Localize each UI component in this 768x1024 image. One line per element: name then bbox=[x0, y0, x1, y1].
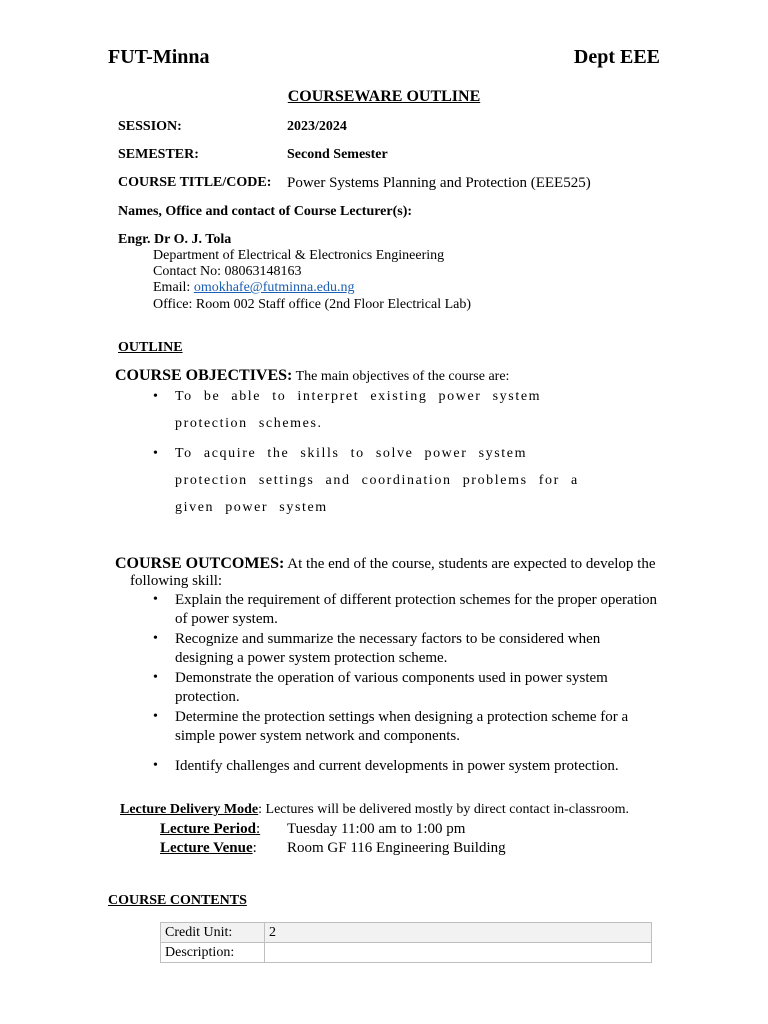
outcome-3-line-2: protection. bbox=[175, 689, 240, 705]
table-cell-label: Description: bbox=[161, 943, 265, 963]
bullet-icon: • bbox=[153, 670, 158, 685]
lecture-period-colon: : bbox=[255, 821, 261, 837]
delivery-mode bbox=[120, 802, 629, 818]
table-row bbox=[161, 923, 652, 943]
email-label: Email: bbox=[153, 280, 194, 295]
delivery-mode-text: : Lectures will be delivered mostly by direct contact in-classroom. bbox=[258, 802, 630, 817]
outcomes-intro-text: At the end of the course, students are expected to develop the bbox=[284, 556, 656, 572]
semester-value: Second Semester bbox=[287, 147, 388, 162]
table-row bbox=[161, 943, 652, 963]
table-cell-value: 2 bbox=[265, 923, 652, 943]
outcomes-intro bbox=[115, 555, 656, 573]
bullet-icon: • bbox=[153, 709, 158, 724]
objectives-label: COURSE OBJECTIVES: bbox=[115, 367, 293, 384]
objective-2-line-2: protection settings and coordination problems for a bbox=[175, 473, 579, 488]
session-label: SESSION: bbox=[118, 119, 182, 134]
outcome-4-line-2: simple power system network and components. bbox=[175, 728, 460, 744]
objective-1-line-2: protection schemes. bbox=[175, 416, 323, 431]
contents-heading: COURSE CONTENTS bbox=[108, 893, 247, 908]
objective-2-line-1: To acquire the skills to solve power system bbox=[175, 446, 528, 461]
lecture-venue-value: Room GF 116 Engineering Building bbox=[287, 840, 506, 856]
lecturer-department: Department of Electrical & Electronics Engineering bbox=[153, 248, 445, 263]
lecturer-heading: Names, Office and contact of Course Lecturer(s): bbox=[118, 204, 413, 219]
outcome-2-line-1: Recognize and summarize the necessary factors to be considered when bbox=[175, 631, 601, 647]
lecturer-name: Engr. Dr O. J. Tola bbox=[118, 232, 232, 247]
course-label: COURSE TITLE/CODE: bbox=[118, 175, 272, 190]
objectives-intro-text: The main objectives of the course are: bbox=[292, 369, 510, 384]
lecturer-contact: Contact No: 08063148163 bbox=[153, 264, 302, 279]
delivery-mode-label: Lecture Delivery Mode bbox=[120, 802, 259, 817]
lecture-period-value: Tuesday 11:00 am to 1:00 pm bbox=[287, 821, 466, 837]
document-title: COURSEWARE OUTLINE bbox=[287, 88, 481, 105]
bullet-icon: • bbox=[153, 631, 158, 646]
lecture-venue-label-wrap bbox=[160, 840, 257, 857]
semester-label: SEMESTER: bbox=[118, 147, 199, 162]
institution-name: FUT-Minna bbox=[108, 46, 210, 68]
bullet-icon: • bbox=[153, 592, 158, 607]
outcomes-intro-line-2: following skill: bbox=[130, 573, 223, 589]
outcome-5-line-1: Identify challenges and current developments in power system protection. bbox=[175, 758, 619, 774]
lecture-period-label-wrap bbox=[160, 821, 260, 838]
lecture-period-label: Lecture Period bbox=[160, 821, 256, 837]
outcomes-label: COURSE OUTCOMES: bbox=[115, 555, 285, 572]
contents-table bbox=[160, 922, 652, 963]
bullet-icon: • bbox=[153, 758, 158, 773]
outcome-2-line-2: designing a power system protection scheme. bbox=[175, 650, 448, 666]
outcome-3-line-1: Demonstrate the operation of various components used in power system bbox=[175, 670, 608, 686]
lecturer-email-line bbox=[153, 280, 354, 296]
course-value: Power Systems Planning and Protection (EEE525) bbox=[287, 175, 591, 191]
outline-heading: OUTLINE bbox=[118, 340, 183, 355]
session-value: 2023/2024 bbox=[287, 119, 347, 134]
objective-2-line-3: given power system bbox=[175, 500, 328, 515]
outcome-1-line-1: Explain the requirement of different protection schemes for the proper operation bbox=[175, 592, 658, 608]
table-cell-label: Credit Unit: bbox=[161, 923, 265, 943]
outcome-4-line-1: Determine the protection settings when designing a protection scheme for a bbox=[175, 709, 629, 725]
objectives-intro bbox=[115, 367, 509, 385]
outcome-1-line-2: of power system. bbox=[175, 611, 278, 627]
bullet-icon: • bbox=[153, 389, 158, 404]
lecturer-office: Office: Room 002 Staff office (2nd Floor Electrical Lab) bbox=[153, 297, 472, 312]
lecture-venue-colon: : bbox=[252, 840, 257, 856]
email-link[interactable]: omokhafe@futminna.edu.ng bbox=[193, 280, 355, 295]
bullet-icon: • bbox=[153, 446, 158, 461]
objective-1-line-1: To be able to interpret existing power system bbox=[175, 389, 542, 404]
lecture-venue-label: Lecture Venue bbox=[160, 840, 253, 856]
department-name: Dept EEE bbox=[573, 46, 660, 68]
table-cell-value bbox=[265, 943, 652, 963]
